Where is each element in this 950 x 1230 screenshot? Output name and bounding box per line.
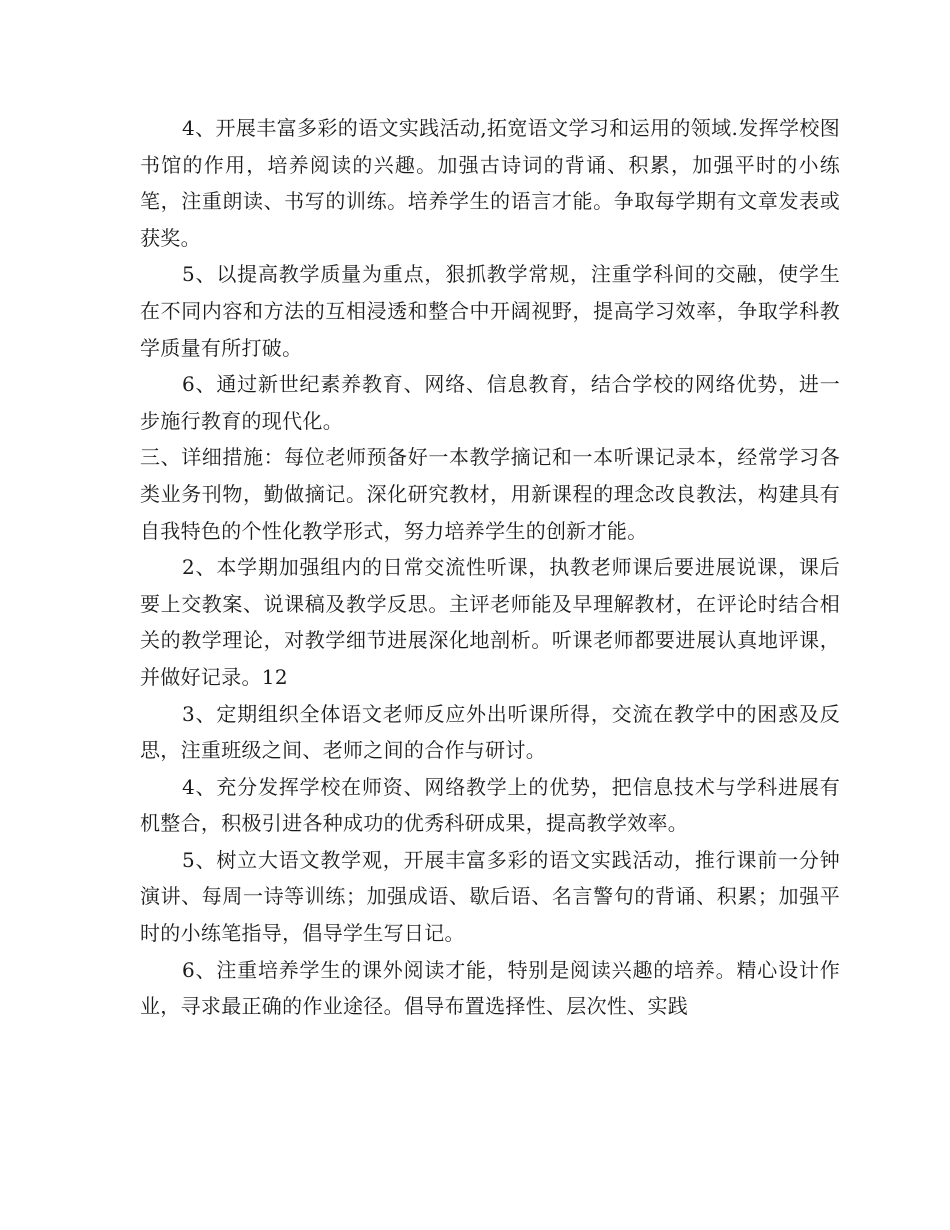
paragraph-item-4-technology: 4、充分发挥学校在师资、网络教学上的优势，把信息技术与学科进展有机整合，积极引进各种成功的优秀科研成果，提高教学效率。 <box>140 774 840 836</box>
paragraph-section-3-measures: 三、详细措施：每位老师预备好一本教学摘记和一本听课记录本，经常学习各类业务刊物，勤做摘记。深化研究教材，用新课程的理念改良教法，构建具有自我特色的个性化教学形式，努力培养学生的创新才能。 <box>140 445 840 543</box>
document-body <box>140 110 840 1025</box>
paragraph-item-3-feedback: 3、定期组织全体语文老师反应外出听课所得，交流在教学中的困惑及反思，注重班级之间、老师之间的合作与研讨。 <box>140 701 840 763</box>
paragraph-item-5-quality: 5、以提高教学质量为重点，狠抓教学常规，注重学科间的交融，使学生在不同内容和方法的互相浸透和整合中开阔视野，提高学习效率，争取学科教学质量有所打破。 <box>140 262 840 360</box>
paragraph-item-5-language-view: 5、树立大语文教学观，开展丰富多彩的语文实践活动，推行课前一分钟演讲、每周一诗等训练；加强成语、歇后语、名言警句的背诵、积累；加强平时的小练笔指导，倡导学生写日记。 <box>140 847 840 946</box>
paragraph-item-2-lesson-observation: 2、本学期加强组内的日常交流性听课，执教老师课后要进展说课，课后要上交教案、说课稿及教学反思。主评老师能及早理解教材，在评论时结合相关的教学理论，对教学细节进展深化地剖析。听课老师都要进展认真地评课，并做好记录。12 <box>140 555 840 689</box>
paragraph-item-6-reading: 6、注重培养学生的课外阅读才能，特别是阅读兴趣的培养。精心设计作业，寻求最正确的作业途径。倡导布置选择性、层次性、实践 <box>140 957 840 1019</box>
paragraph-item-6-modernization: 6、通过新世纪素养教育、网络、信息教育，结合学校的网络优势，进一步施行教育的现代化。 <box>140 372 840 433</box>
paragraph-item-4-activities: 4、开展丰富多彩的语文实践活动,拓宽语文学习和运用的领域.发挥学校图书馆的作用，培养阅读的兴趣。加强古诗词的背诵、积累，加强平时的小练笔，注重朗读、书写的训练。培养学生的语言才能。争取每学期有文章发表或获奖。 <box>140 116 840 250</box>
